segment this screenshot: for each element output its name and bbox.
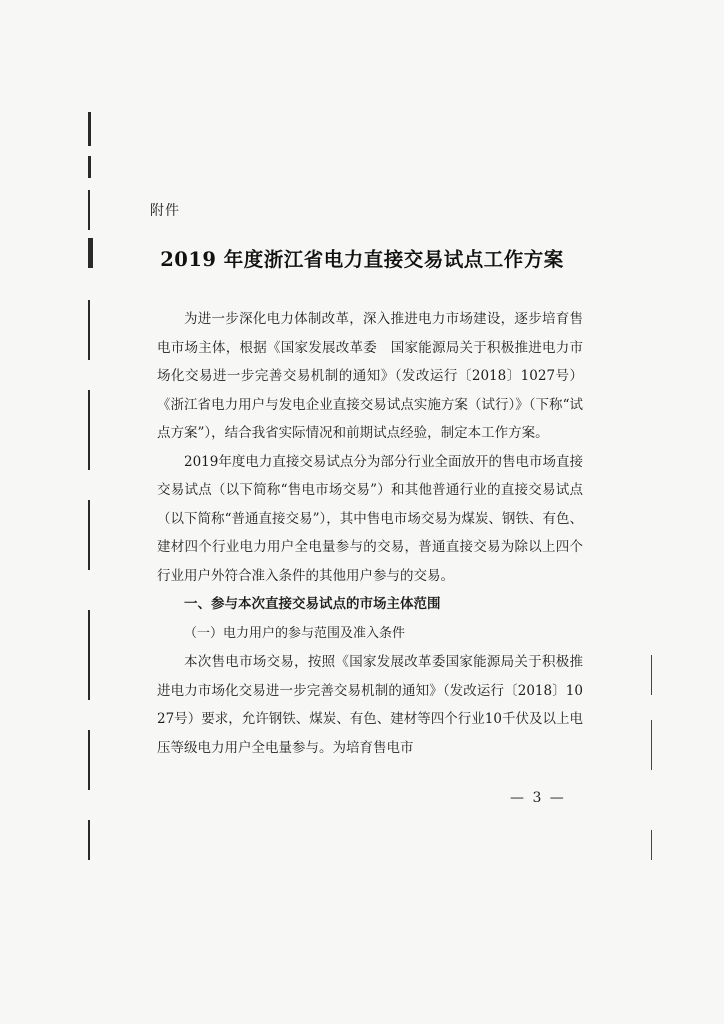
binding-mark bbox=[88, 500, 90, 570]
binding-mark bbox=[88, 190, 90, 230]
binding-mark bbox=[88, 730, 90, 790]
body-paragraph: 本次售电市场交易，按照《国家发展改革委国家能源局关于积极推进电力市场化交易进一步完善交易机制的通知》（发改运行〔2018〕1027号）要求，允许钢铁、煤炭、有色、建材等四个行业10千伏及以上电压等级电力用户全电量参与。为培育售电市 bbox=[157, 654, 583, 756]
scan-edge-line bbox=[651, 720, 652, 770]
scan-edge-line bbox=[651, 655, 652, 695]
binding-mark bbox=[88, 820, 90, 860]
document-body bbox=[157, 305, 583, 762]
document-title: 2019 年度浙江省电力直接交易试点工作方案 bbox=[160, 248, 564, 271]
section-heading: 一、参与本次直接交易试点的市场主体范围 bbox=[184, 596, 441, 612]
binding-mark bbox=[88, 610, 90, 700]
binding-mark bbox=[88, 112, 91, 146]
body-paragraph: 为进一步深化电力体制改革，深入推进电力市场建设，逐步培育售电市场主体，根据《国家发展改革委 国家能源局关于积极推进电力市场化交易进一步完善交易机制的通知》（发改运行〔2018〕1027号）《浙江省电力用户与发电企业直接交易试点实施方案（试行）》（下称“试点方案”），结合我省实际情况和前期试点经验，制定本工作方案。 bbox=[157, 311, 583, 441]
body-paragraph: 2019年度电力直接交易试点分为部分行业全面放开的售电市场直接交易试点（以下简称“售电市场交易”）和其他普通行业的直接交易试点（以下简称“普通直接交易”），其中售电市场交易为煤炭、钢铁、有色、建材四个行业电力用户全电量参与的交易，普通直接交易为除以上四个行业用户外符合准入条件的其他用户参与的交易。 bbox=[157, 453, 583, 584]
page-number: — 3 — bbox=[510, 790, 566, 806]
binding-mark bbox=[88, 238, 93, 268]
annex-label: 附件 bbox=[150, 203, 180, 219]
subsection-heading: （一）电力用户的参与范围及准入条件 bbox=[184, 626, 406, 641]
binding-mark bbox=[88, 300, 90, 360]
binding-mark bbox=[88, 156, 91, 178]
binding-mark bbox=[88, 390, 90, 470]
scan-edge-line bbox=[651, 830, 652, 860]
